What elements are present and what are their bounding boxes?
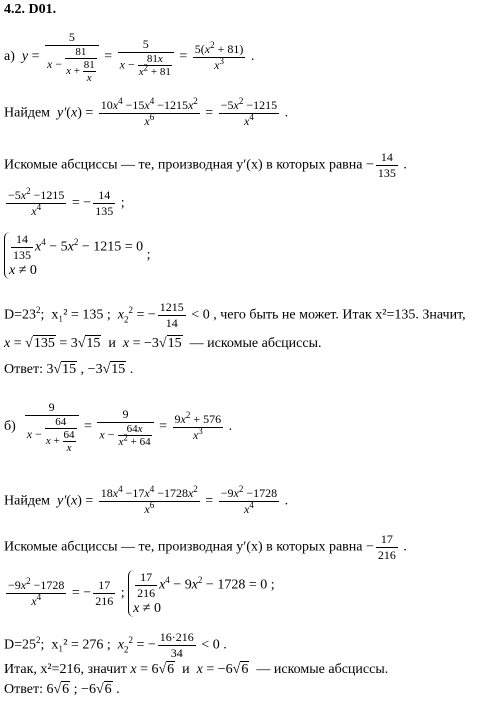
a-expression: а) y = 5 x − 81 x + $\frac{81}{x}$ = 5 x − $\frac{81x}{x^2 + 81}$ = $\frac{5(x^2 + 81)}{x^3}$ . <box>4 30 255 84</box>
a-answer: Ответ: 3√15 , −3√15 . <box>4 362 134 377</box>
b-derivative: Найдем y′(x) = $\frac{18x^4 -17x^4 -1728x^2}{x^6}$ = $\frac{-9x^2 -1728}{x^4}$ . <box>4 484 289 516</box>
header: 4.2. D01. <box>4 2 57 17</box>
a-system: $\frac{14}{135}$ $x^4 - 5x^2 - 1215 = 0$ x ≠ 0 ; <box>4 232 151 279</box>
b-equation-system: $\frac{-9x^2 -1728}{x^4}$ = − $\frac{17}{216}$ ; $\frac{17}{216}$ $x^4 - 9x^2 - 1728 = 0$ ; x ≠ 0 <box>8 570 275 616</box>
b-expression: б) 9 x − 64 x + $\frac{64}{x}$ = 9 x − $\frac{64x}{x^2 + 64}$ = $\frac{9x^2 + 576}{x^3}$ . <box>4 400 233 454</box>
b-iskomye-text: Искомые абсциссы — те, производная y′(x) в которых равна − $\frac{17}{216}$ . <box>4 532 407 562</box>
a-discriminant: $D=23^2$; x₁² = 135 ; $x_2^2$ = − $\frac{1215}{14}$ < 0 , чего быть не может. Итак x²=135. Значит, <box>4 300 466 330</box>
a-equation: $\frac{-5x^2 -1215}{x^4}$ = − $\frac{14}{135}$ ; <box>8 186 125 218</box>
b-discriminant: $D=25^2$; x₁² = 276 ; $x_2^2$ = − $\frac{16\cdot 216}{34}$ < 0 . <box>4 630 227 660</box>
b-roots: Итак, x²=216, значит x = 6√6 и x = −6√6 — искомые абсциссы. <box>4 662 389 677</box>
a-iskomye-text: Искомые абсциссы — те, производная y′(x) в которых равна − $\frac{14}{135}$ . <box>4 150 407 180</box>
a-roots: x = √135 = 3√15 и x = −3√15 — искомые абсциссы. <box>4 336 322 351</box>
a-derivative: Найдем y′(x) = $\frac{10x^4 -15x^4 -1215x^2}{x^6}$ = $\frac{-5x^2 -1215}{x^4}$ . <box>4 96 289 128</box>
b-answer: Ответ: 6√6 ; −6√6 . <box>4 682 120 697</box>
